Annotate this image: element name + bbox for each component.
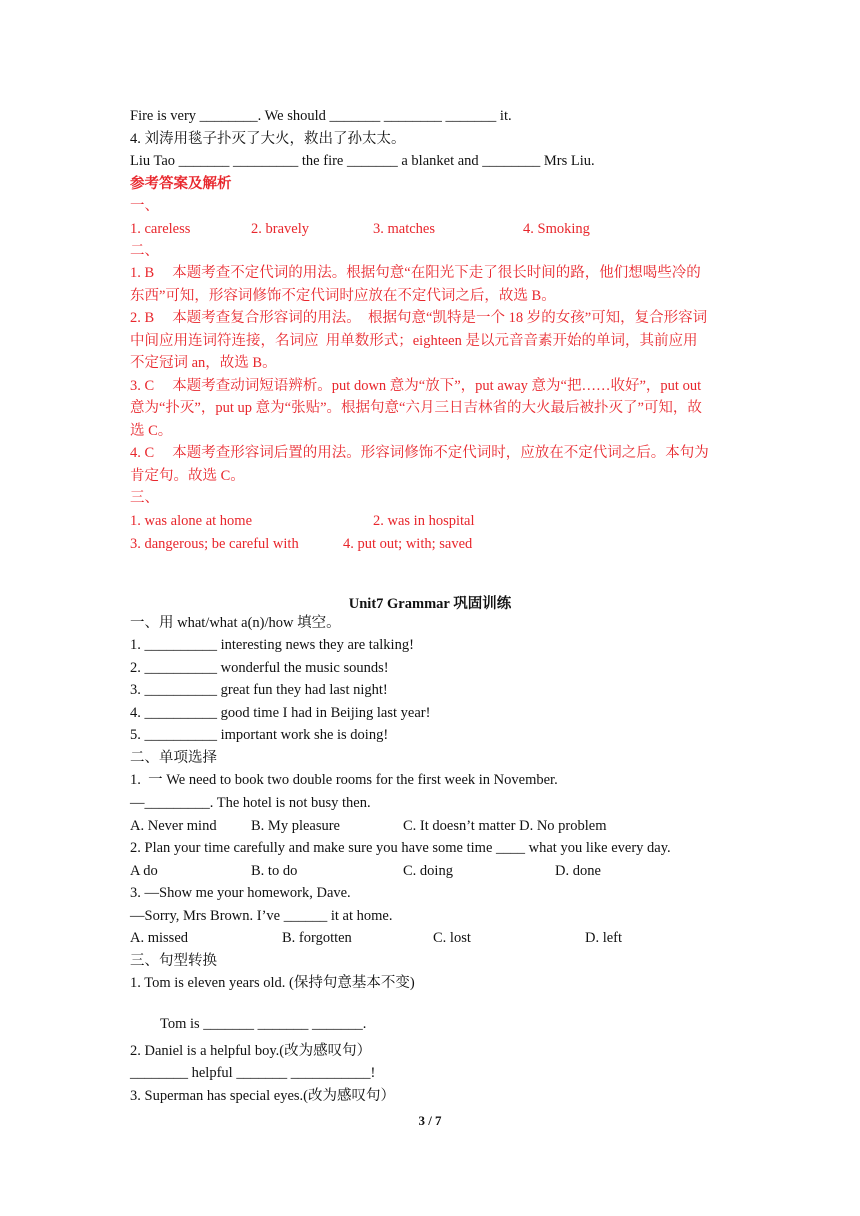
mc-option: B. forgotten xyxy=(282,930,352,946)
answer-row xyxy=(130,218,730,240)
fill-question: 2. __________ wonderful the music sounds! xyxy=(130,660,389,676)
mc-option: B. My pleasure xyxy=(251,818,340,834)
page-number: 3 / 7 xyxy=(418,1113,442,1128)
explanation-line: 选 C。 xyxy=(130,423,173,439)
answer-item: 3. matches xyxy=(373,221,436,237)
explanation-line: 3. C 本题考查动词短语辨析。put down 意为“放下”，put away 意为“把……收好”，put out xyxy=(130,378,702,394)
answer-row xyxy=(130,533,730,555)
explanation-line: 不定冠词 an，故选 B。 xyxy=(130,355,277,371)
section-label: 二、 xyxy=(130,243,159,259)
fill-question: 4. __________ good time I had in Beijing last year! xyxy=(130,705,431,721)
exercise-line: Liu Tao _______ _________ the fire _______ a blanket and ________ Mrs Liu. xyxy=(130,153,595,169)
mc-question: —Sorry, Mrs Brown. I’ve ______ it at home. xyxy=(130,908,393,924)
mc-option: C. It doesn’t matter D. No problem xyxy=(403,818,607,834)
explanation-line: 意为“扑灭”，put up 意为“张贴”。根据句意“六月三日吉林省的大火最后被扑灭了”可知，故 xyxy=(130,400,702,416)
fill-question: 3. __________ great fun they had last night! xyxy=(130,682,388,698)
exercise-line: Fire is very ________. We should _______ ________ _______ it. xyxy=(130,108,512,124)
mc-option: D. done xyxy=(555,863,601,879)
unit-title: Unit7 Grammar 巩固训练 xyxy=(348,596,512,612)
mc-question: 3. —Show me your homework, Dave. xyxy=(130,885,351,901)
mc-options xyxy=(130,927,730,949)
transform-answer: Tom is _______ _______ _______. xyxy=(160,1016,367,1032)
answer-item: 1. careless xyxy=(130,221,191,237)
transform-question: 1. Tom is eleven years old. (保持句意基本不变) xyxy=(130,975,415,991)
mc-option: C. lost xyxy=(433,930,471,946)
fill-question: 1. __________ interesting news they are talking! xyxy=(130,637,414,653)
answer-item: 2. was in hospital xyxy=(373,513,475,529)
answer-item: 1. was alone at home xyxy=(130,513,253,529)
transform-answer: ________ helpful _______ ___________! xyxy=(130,1065,376,1081)
mc-option: B. to do xyxy=(251,863,298,879)
answer-item: 2. bravely xyxy=(251,221,309,237)
section-heading: 二、单项选择 xyxy=(130,750,217,766)
mc-question: —_________. The hotel is not busy then. xyxy=(130,795,371,811)
fill-question: 5. __________ important work she is doing! xyxy=(130,727,389,743)
transform-question: 3. Superman has special eyes.(改为感叹句） xyxy=(130,1088,395,1104)
mc-options xyxy=(130,860,730,882)
explanation-line: 2. B 本题考查复合形容词的用法。 根据句意“凯特是一个 18 岁的女孩”可知，复合形容词 xyxy=(130,310,708,326)
explanation-line: 1. B 本题考查不定代词的用法。根据句意“在阳光下走了很长时间的路，他们想喝些冷的 xyxy=(130,265,701,281)
mc-options xyxy=(130,815,730,837)
explanation-line: 4. C 本题考查形容词后置的用法。形容词修饰不定代词时，应放在不定代词之后。本句为 xyxy=(130,445,709,461)
mc-option: D. left xyxy=(585,930,623,946)
mc-question: 1. 一 We need to book two double rooms for the first week in November. xyxy=(130,772,558,788)
mc-question: 2. Plan your time carefully and make sure you have some time ____ what you like every day. xyxy=(130,840,671,856)
answers-heading: 参考答案及解析 xyxy=(130,176,232,192)
section-heading: 三、句型转换 xyxy=(130,953,217,969)
mc-option: A do xyxy=(130,863,158,879)
answer-item: 4. put out; with; saved xyxy=(343,536,473,552)
answer-item: 4. Smoking xyxy=(523,221,590,237)
answer-item: 3. dangerous; be careful with xyxy=(130,536,299,552)
section-heading: 一、用 what/what a(n)/how 填空。 xyxy=(130,615,341,631)
section-label: 一、 xyxy=(130,198,159,214)
section-label: 三、 xyxy=(130,490,159,506)
explanation-line: 肯定句。故选 C。 xyxy=(130,468,245,484)
exercise-line: 4. 刘涛用毯子扑灭了大火，救出了孙太太。 xyxy=(130,131,406,147)
transform-question: 2. Daniel is a helpful boy.(改为感叹句） xyxy=(130,1043,372,1059)
mc-option: C. doing xyxy=(403,863,453,879)
mc-option: A. missed xyxy=(130,930,188,946)
explanation-line: 中间应用连词符连接，名词应 用单数形式；eighteen 是以元音音素开始的单词，其前应用 xyxy=(130,333,698,349)
mc-option: A. Never mind xyxy=(130,818,217,834)
explanation-line: 东西”可知，形容词修饰不定代词时应放在不定代词之后，故选 B。 xyxy=(130,288,556,304)
answer-row xyxy=(130,510,730,532)
